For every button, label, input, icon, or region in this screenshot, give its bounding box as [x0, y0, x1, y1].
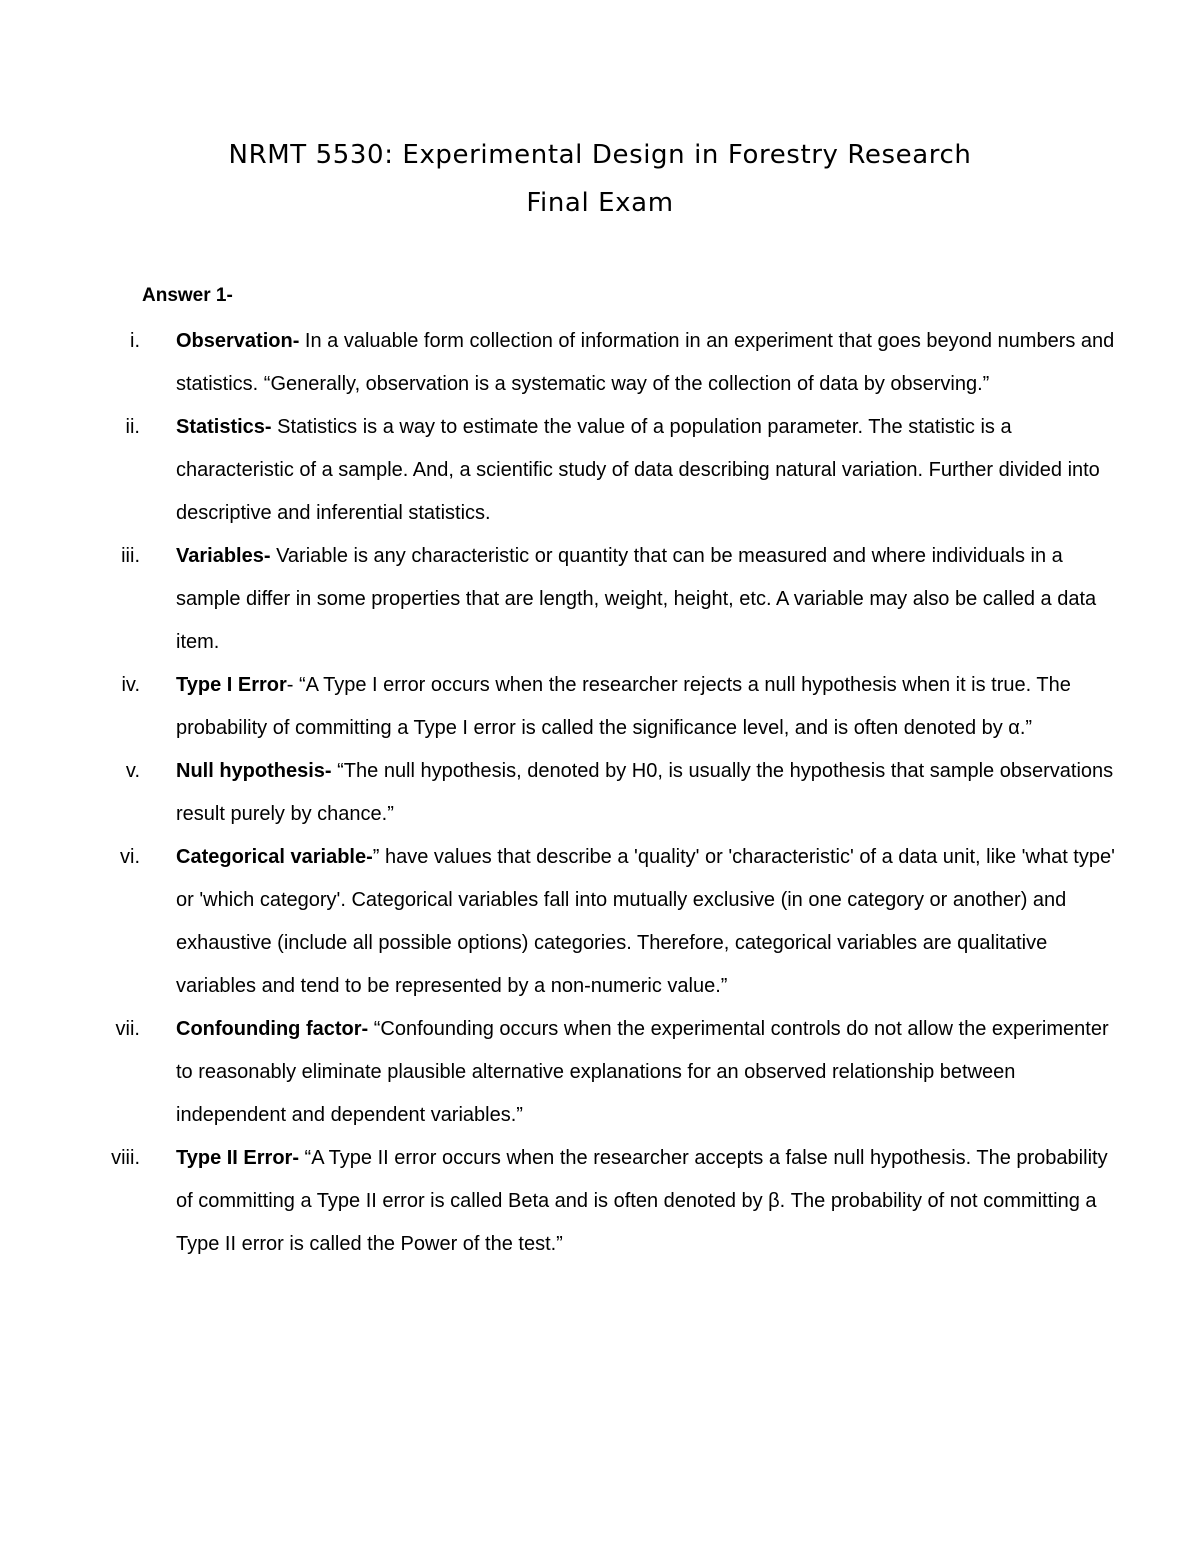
list-item	[0, 1137, 1200, 1266]
item-text: “A Type II error occurs when the researcher accepts a false null hypothesis. The probability of committing a Type II error is called Beta and is often denoted by β. The probability of not committing a Type II error is called the Power of the test.”	[176, 1147, 1108, 1255]
item-text: Statistics is a way to estimate the value of a population parameter. The statistic is a characteristic of a sample. And, a scientific study of data describing natural variation. Further divided into descriptive and inferential statistics.	[176, 416, 1100, 524]
item-text: Variable is any characteristic or quantity that can be measured and where individuals in a sample differ in some properties that are length, weight, height, etc. A variable may also be called a data item.	[176, 545, 1097, 653]
item-numeral: v.	[125, 760, 140, 782]
item-term: Observation-	[176, 330, 300, 352]
item-numeral: viii.	[111, 1147, 140, 1169]
item-numeral: vi.	[120, 846, 140, 868]
item-term: Categorical variable-	[176, 846, 373, 868]
item-term: Variables-	[176, 545, 271, 567]
item-term: Null hypothesis-	[176, 760, 332, 782]
document-subtitle: Final Exam	[526, 188, 674, 218]
list-item	[0, 320, 1200, 406]
item-numeral: vii.	[115, 1018, 140, 1040]
item-text: In a valuable form collection of information in an experiment that goes beyond numbers and statistics. “Generally, observation is a systematic way of the collection of data by observing.”	[176, 330, 1115, 395]
list-item	[0, 750, 1200, 836]
list-item	[0, 406, 1200, 535]
item-numeral: iv.	[121, 674, 140, 696]
document-title: NRMT 5530: Experimental Design in Forestry Research	[228, 140, 972, 170]
list-item	[0, 535, 1200, 664]
item-term: Statistics-	[176, 416, 272, 438]
item-term: Confounding factor-	[176, 1018, 369, 1040]
item-text: “The null hypothesis, denoted by H0, is usually the hypothesis that sample observations result purely by chance.”	[176, 760, 1114, 825]
item-text: “Confounding occurs when the experimental controls do not allow the experimenter to reasonably eliminate plausible alternative explanations for an observed relationship between independent and dependent variables.”	[176, 1018, 1109, 1126]
item-numeral: i.	[130, 330, 140, 352]
item-text: ” have values that describe a 'quality' or 'characteristic' of a data unit, like 'what type' or 'which category'. Categorical variables fall into mutually exclusive (in one category or another) and exhaustive (include all possible options) categories. Therefore, categorical variables are qualitative variables and tend to be represented by a non-numeric value.”	[176, 846, 1115, 997]
item-numeral: iii.	[121, 545, 140, 567]
item-term: Type I Error	[176, 674, 287, 696]
list-item	[0, 1008, 1200, 1137]
item-numeral: ii.	[125, 416, 140, 438]
item-term: Type II Error-	[176, 1147, 299, 1169]
list-item	[0, 664, 1200, 750]
answer-heading: Answer 1-	[142, 285, 233, 306]
list-item	[0, 836, 1200, 1008]
definition-list	[0, 320, 1200, 1266]
item-text: - “A Type I error occurs when the researcher rejects a null hypothesis when it is true. The probability of committing a Type I error is called the significance level, and is often denoted by α.”	[176, 674, 1071, 739]
